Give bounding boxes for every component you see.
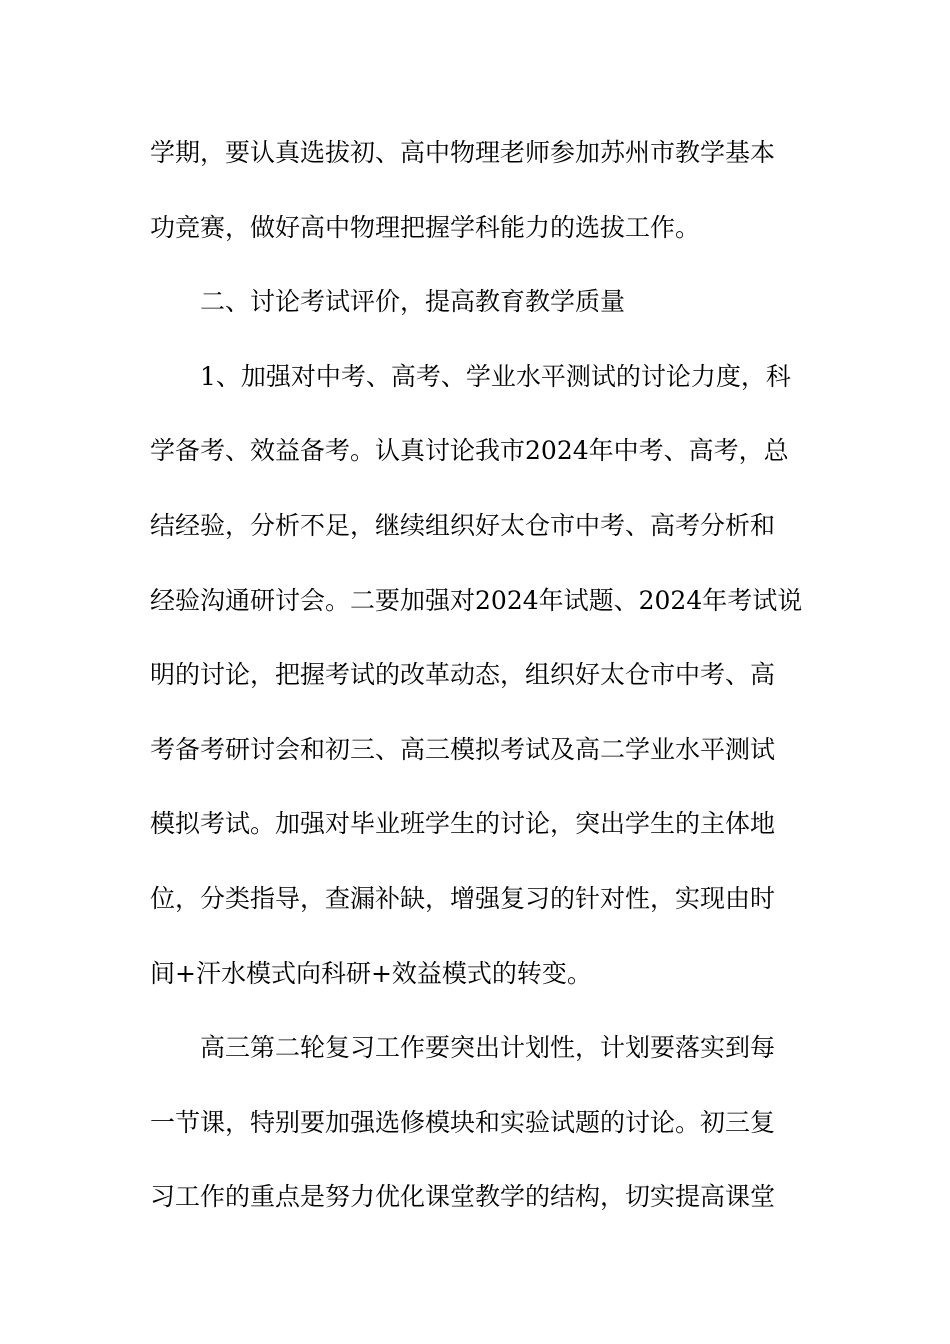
text-line: 学备考、效益备考。认真讨论我市2024年中考、高考，总 [150,436,789,466]
text-line: 考备考研讨会和初三、高三模拟考试及高二学业水平测试 [150,734,776,764]
section-heading: 二、讨论考试评价，提高教育教学质量 [200,287,626,317]
text-line: 间+汗水模式向科研+效益模式的转变。 [150,958,592,988]
text-line: 结经验，分析不足，继续组织好太仓市中考、高考分析和 [150,510,776,540]
text-line: 学期，要认真选拔初、高中物理老师参加苏州市教学基本 [150,138,776,167]
text-line: 习工作的重点是努力优化课堂教学的结构，切实提高课堂 [150,1182,776,1212]
text-line: 功竞赛，做好高中物理把握学科能力的选拔工作。 [150,212,701,242]
document-body [150,116,810,1235]
text-line: 模拟考试。加强对毕业班学生的讨论，突出学生的主体地 [150,809,776,839]
text-line: 1、加强对中考、高考、学业水平测试的讨论力度，科 [200,361,791,391]
text-line: 经验沟通研讨会。二要加强对2024年试题、2024年考试说 [150,585,803,615]
text-line: 一节课，特别要加强选修模块和实验试题的讨论。初三复 [150,1107,776,1137]
text-line: 明的讨论，把握考试的改革动态，组织好太仓市中考、高 [150,660,776,690]
text-line: 高三第二轮复习工作要突出计划性，计划要落实到每 [200,1033,776,1063]
text-line: 位，分类指导，查漏补缺，增强复习的针对性，实现由时 [150,883,776,913]
